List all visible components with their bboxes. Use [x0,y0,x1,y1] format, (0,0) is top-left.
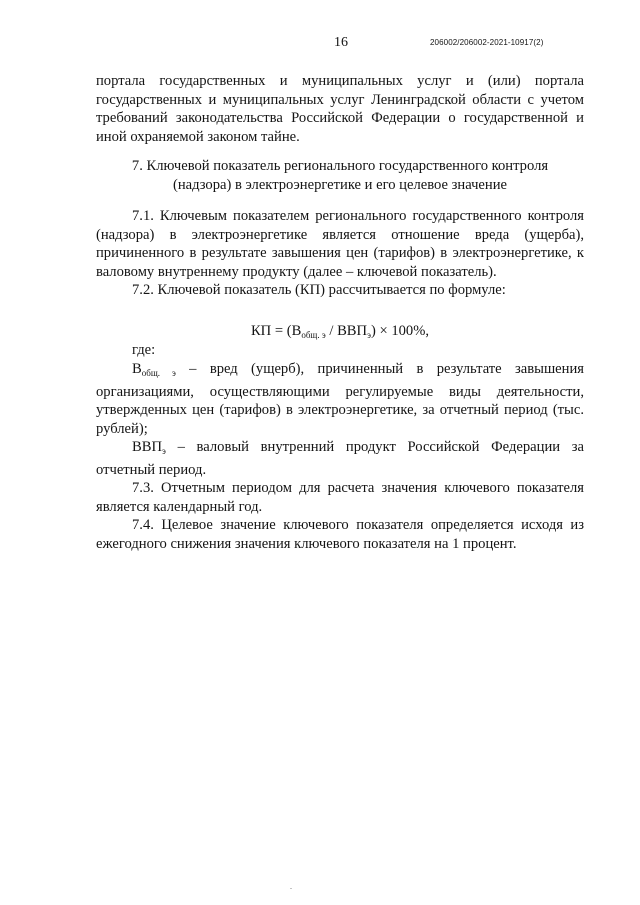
formula-sub-1: общ. э [301,330,326,340]
where-label: где: [132,342,156,358]
section-body-bottom [96,360,584,553]
section-heading-line1: 7. Ключевой показатель регионального государственного контроля [131,158,549,174]
definition-v-text: – вред (ущерб), причиненный в результате завышения организациями, осуществляющими регулируемые виды деятельности, утвержденных цен (тарифов) в электроэнергетике, за отчетный период (тыс. рублей); [96,361,584,437]
definition-vvp-text: – валовый внутренний продукт Российской Федерации за отчетный период. [96,439,584,478]
definition-v-subscript: общ. э [141,368,176,378]
definition-vvp-symbol: ВВП [132,439,163,455]
page-speck: . [290,882,292,891]
formula-rhs: ) × 100%, [370,323,430,339]
section-heading [96,157,584,194]
paragraph-7-1: 7.1. Ключевым показателем регионального государственного контроля (надзора) в электроэнергетике является отношение вреда (ущерба), причиненного в результате завышения цен (тарифов) в электроэнергетике, к валовому внутреннему продукту (далее – ключевой показатель). [96,208,584,280]
intro-paragraph: портала государственных и муниципальных услуг и (или) портала государственных и муниципальных услуг Ленинградской области с учетом требований законодательства Российской Федерации о государственной и иной охраняемой законом тайне. [96,73,584,145]
section-body-top [96,207,584,300]
paragraph-7-4: 7.4. Целевое значение ключевого показателя определяется исходя из ежегодного снижения значения ключевого показателя на 1 процент. [96,517,584,552]
paragraph-7-2: 7.2. Ключевой показатель (КП) рассчитывается по формуле: [132,282,506,298]
paragraph-7-3: 7.3. Отчетным периодом для расчета значения ключевого показателя является календарный год. [96,480,584,515]
document-id: 206002/206002-2021-10917(2) [430,38,544,47]
section-heading-line2: (надзора) в электроэнергетике и его целевое значение [172,176,508,193]
formula-lhs: КП = (В [250,323,302,339]
page-number: 16 [334,35,348,50]
formula-mid: / ВВП [325,323,368,339]
definition-v [96,360,584,438]
definition-v-symbol: В [132,361,142,377]
formula [96,323,584,340]
definition-vvp [96,438,584,479]
intro-block [96,72,584,146]
definition-vvp-subscript: э [162,446,166,456]
formula-sub-2: э [367,330,371,340]
